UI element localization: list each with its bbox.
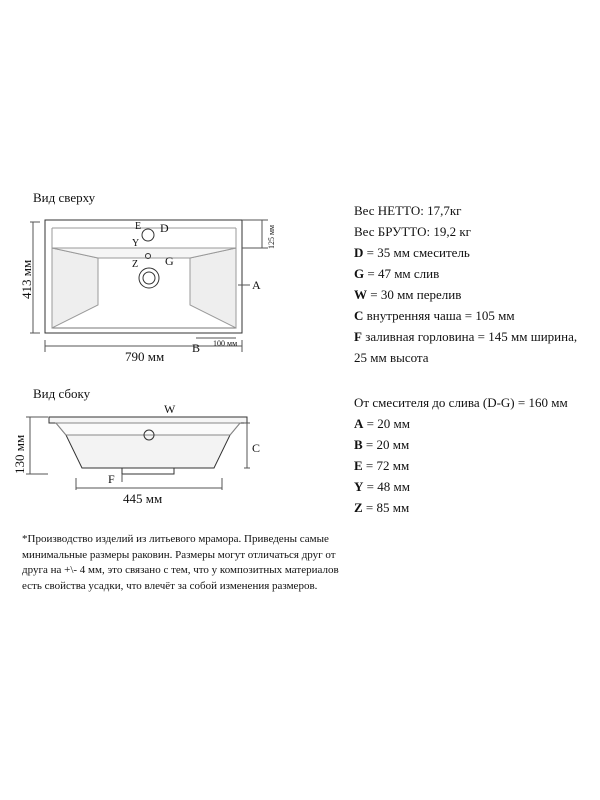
bowl-right-slope [190,248,236,328]
drain-outer [139,268,159,288]
spec-item-G: G = 47 мм слив [354,266,440,281]
drain-inner [143,272,155,284]
footnote: *Производство изделий из литьевого мрамора. Приведены самые минимальные размеры раковин. Размеры могут отличаться друг от друга на +\- 4 мм, это связано с тем, что у композитных материалов есть свойства усадки, что влечёт за собой изменения размеров. [22,533,339,592]
dim-A: A = 20 мм [354,416,410,431]
label-G: G [165,254,174,268]
side-drain-neck [122,468,174,474]
dim-Z: Z = 85 мм [354,500,410,515]
net-weight: Вес НЕТТО: 17,7кг [354,203,462,218]
dim-Y: Y = 48 мм [354,479,410,494]
label-D: D [160,221,169,235]
label-W: W [164,402,176,416]
top-view-drawing [30,220,268,352]
gross-weight: Вес БРУТТО: 19,2 кг [354,224,471,239]
label-Z: Z [132,259,139,270]
side-view-title: Вид сбоку [33,386,91,401]
distance-line: От смесителя до слива (D-G) = 160 мм [354,395,568,410]
spec-item-F: F заливная горловина = 145 мм ширина, [354,329,578,344]
dim-E: E = 72 мм [354,458,410,473]
label-Y: Y [132,238,140,249]
side-height-label: 130 мм [12,434,27,474]
side-rim [49,417,247,423]
label-B: B [192,341,201,355]
label-A: A [252,278,261,292]
faucet-hole [142,229,154,241]
top-width-label: 790 мм [125,349,165,364]
label-E: E [135,221,142,232]
label-C: C [252,441,261,455]
top-offset-label: 125 мм [267,224,276,249]
specs-block [354,200,577,368]
dims-block [354,392,568,518]
spec-item-C: C внутренняя чаша = 105 мм [354,308,515,323]
label-F: F [108,472,115,486]
side-width-label: 445 мм [123,491,163,506]
top-view-title: Вид сверху [33,190,96,205]
top-depth-label: 413 мм [19,259,34,299]
spec-item-W: W = 30 мм перелив [354,287,462,302]
dim-B: B = 20 мм [354,437,410,452]
offset-b-label: 100 мм [213,339,238,348]
bowl-left-slope [52,248,98,328]
spec-item-D: D = 35 мм смеситель [354,245,470,260]
side-view-drawing [26,417,250,490]
spec-item-F-continuation: 25 мм высота [354,350,429,365]
